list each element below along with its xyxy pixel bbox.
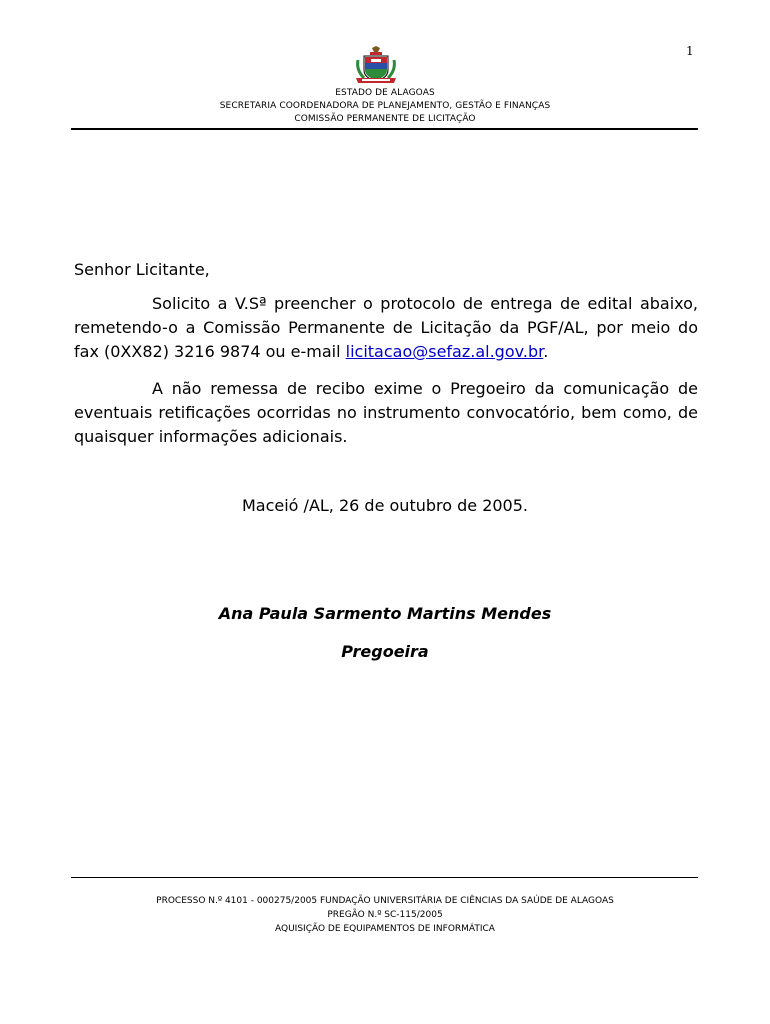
state-coat-of-arms-icon [354, 46, 398, 84]
request-end: . [543, 342, 549, 361]
date-line: Maceió /AL, 26 de outubro de 2005. [241, 496, 528, 515]
header-state: ESTADO DE ALAGOAS [335, 88, 435, 98]
header-secretariat: SECRETARIA COORDENADORA DE PLANEJAMENTO, GESTÃO E FINANÇAS [219, 101, 551, 111]
request-text: Solicito a V.Sª preencher o protocolo de entrega de edital abaixo, remetendo-o a Comissão Permanente de Licitação da PGF/AL, por meio do fax (0XX82) 3216 9874 ou e-mail [74, 294, 698, 361]
salutation: Senhor Licitante, [74, 260, 210, 279]
header-divider [71, 128, 698, 130]
notice-text: A não remessa de recibo exime o Pregoeiro da comunicação de eventuais retificações ocorridas no instrumento convocatório, bem como, de quaisquer informações adicionais. [74, 379, 698, 446]
page-number: 1 [686, 44, 694, 58]
email-link[interactable]: licitacao@sefaz.al.gov.br [345, 342, 544, 361]
notice-paragraph [74, 377, 698, 449]
footer-process: PROCESSO N.º 4101 - 000275/2005 FUNDAÇÃO UNIVERSITÁRIA DE CIÊNCIAS DA SAÚDE DE ALAGOAS [156, 896, 614, 906]
signer-role: Pregoeira [341, 642, 429, 661]
footer-divider [71, 877, 698, 878]
signer-name: Ana Paula Sarmento Martins Mendes [218, 604, 552, 623]
letterhead [0, 87, 770, 126]
header-commission: COMISSÃO PERMANENTE DE LICITAÇÃO [294, 114, 476, 124]
footer-auction: PREGÃO N.º SC-115/2005 [327, 910, 443, 920]
request-paragraph [74, 292, 698, 364]
footer-subject: AQUISIÇÃO DE EQUIPAMENTOS DE INFORMÁTICA [275, 924, 495, 934]
footer [0, 894, 770, 936]
